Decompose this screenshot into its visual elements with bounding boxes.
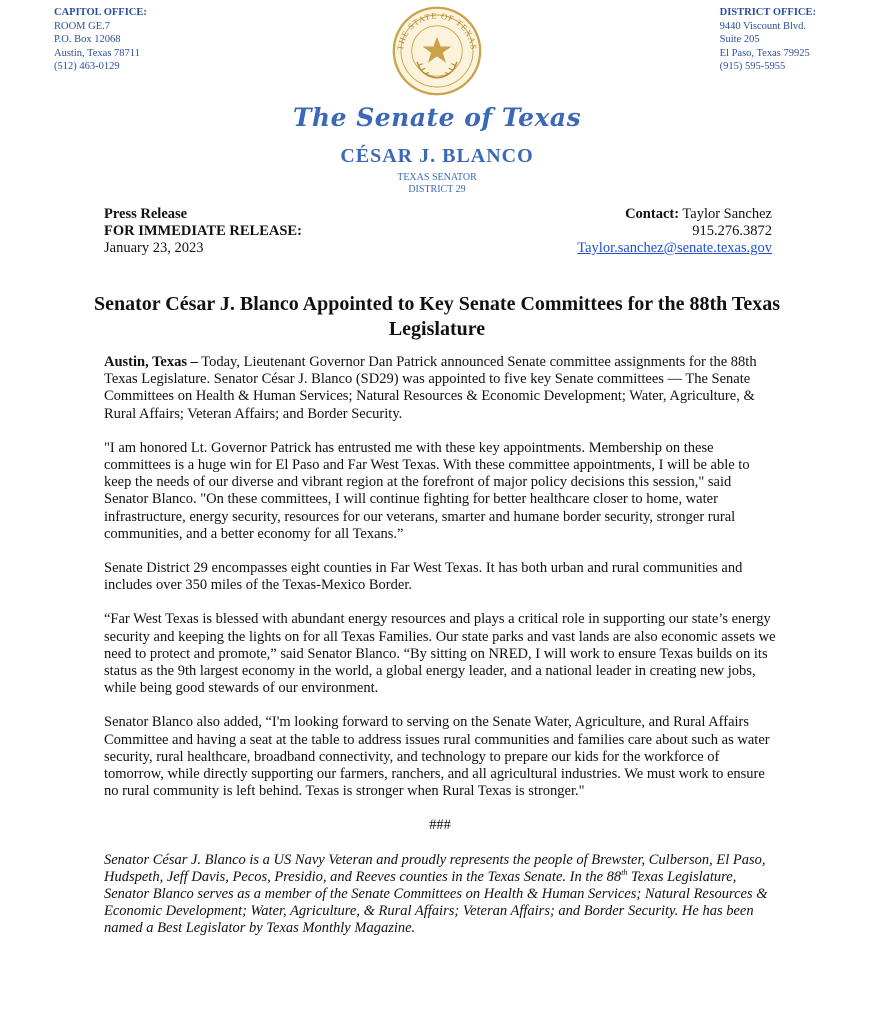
dateline: Austin, Texas –	[104, 354, 198, 370]
district-office-heading: DISTRICT OFFICE:	[719, 7, 816, 18]
capitol-office-line: P.O. Box 12068	[54, 34, 121, 45]
paragraph-district: Senate District 29 encompasses eight counties in Far West Texas. It has both urban and rural communities and includes over 350 miles of the Texas-Mexico Border.	[104, 560, 743, 594]
release-date: January 23, 2023	[104, 240, 204, 256]
contact-label: Contact:	[625, 206, 680, 222]
paragraph-quote-1: "I am honored Lt. Governor Patrick has entrusted me with these key appointments. Membership on these committees is a huge win for El Paso and Far West Texas. With these committee appointments, I will be able to keep the needs of our diverse and vibrant region at the forefront of major policy decisions this session," said Senator Blanco. "On these committees, I will continue fighting for better healthcare closer to home, water infrastructure, energy security, resources for our veterans, smarter and humane border security, stronger rural communities, and a better economy for all Texans.”	[104, 439, 750, 542]
release-info	[104, 206, 302, 257]
district-office-line: Suite 205	[719, 34, 760, 45]
release-type: Press Release	[104, 206, 188, 222]
senator-name: CÉSAR J. BLANCO	[340, 145, 534, 167]
letterhead-title: The Senate of Texas	[292, 103, 582, 132]
capitol-office-line: Austin, Texas 78711	[54, 47, 140, 59]
senator-bio	[104, 852, 776, 938]
senator-role	[0, 172, 874, 196]
senator-title: TEXAS SENATOR	[397, 172, 477, 183]
press-release-headline: Senator César J. Blanco Appointed to Key Senate Committees for the 88th Texas Legislature	[93, 293, 781, 340]
capitol-office-line: ROOM GE.7	[54, 20, 111, 32]
district-office-address	[720, 6, 816, 74]
contact-name: Taylor Sanchez	[682, 206, 772, 222]
intro-text: Today, Lieutenant Governor Dan Patrick announced Senate committee assignments for the 88th Texas Legislature. Senator César J. Blanco (SD29) was appointed to five key Senate committees — The Senate Committees on Health & Human Services; Natural Resources & Economic Development; Water, Agriculture, & Rural Affairs; Veteran Affairs; and Border Security.	[104, 354, 757, 422]
paragraph-quote-2: “Far West Texas is blessed with abundant energy resources and plays a critical role in supporting our state’s energy security and keeping the lights on for all Texas Families. Our state parks and vast lands are also economic assets we need to protect and promote,” said Senator Blanco. “By sitting on NRED, I will work to ensure Texas builds on its status as the 9th largest economy in the world, a global energy leader, and a national leader in creating new jobs, while being good stewards of our environment.	[104, 611, 776, 697]
capitol-office-address	[54, 6, 147, 74]
seal-text: THE STATE OF TEXAS	[394, 10, 480, 51]
immediate-release-label: FOR IMMEDIATE RELEASE:	[104, 223, 302, 239]
district-office-line: El Paso, Texas 79925	[719, 47, 810, 59]
bio-ordinal: th	[621, 868, 628, 878]
bio-text-a: Senator César J. Blanco is a US Navy Veteran and proudly represents the people of Brewster, Culberson, El Paso, Hudspeth, Jeff Davis, Pecos, Presidio, and Reeves counties in the Texas Senate. In the 88	[104, 851, 766, 885]
contact-info	[577, 206, 772, 257]
capitol-office-line: (512) 463-0129	[54, 61, 120, 72]
bio-text-b: Texas Legislature, Senator Blanco serves as a member of the Senate Committees on Health & Human Services; Natural Resources & Economic Development; Water, Agriculture, & Rural Affairs; Veteran Affairs; and Border Security. He has been named a Best Legislator by Texas Monthly Magazine.	[104, 868, 768, 937]
contact-email-link[interactable]: Taylor.sanchez@senate.texas.gov	[577, 240, 772, 256]
press-release-body	[104, 354, 776, 955]
district-office-line: (915) 595-5955	[719, 61, 786, 72]
senator-district: DISTRICT 29	[408, 184, 466, 195]
capitol-office-heading: CAPITOL OFFICE:	[54, 7, 147, 18]
texas-seal-icon	[392, 6, 482, 96]
paragraph-quote-3: Senator Blanco also added, “I'm looking forward to serving on the Senate Water, Agriculture, and Rural Affairs Committee and having a seat at the table to address issues rural communities and families care about such as water security, rural healthcare, broadband connectivity, and technology to prepare our kids for the workforce of tomorrow, while directly supporting our farmers, ranchers, and all agricultural industries. We must work to ensure no rural community is left behind. Texas is stronger when Rural Texas is stronger."	[104, 714, 770, 800]
paragraph-intro	[104, 354, 776, 423]
district-office-line: 9440 Viscount Blvd.	[719, 20, 807, 32]
contact-phone: 915.276.3872	[692, 223, 772, 239]
section-separator: ###	[429, 817, 451, 834]
